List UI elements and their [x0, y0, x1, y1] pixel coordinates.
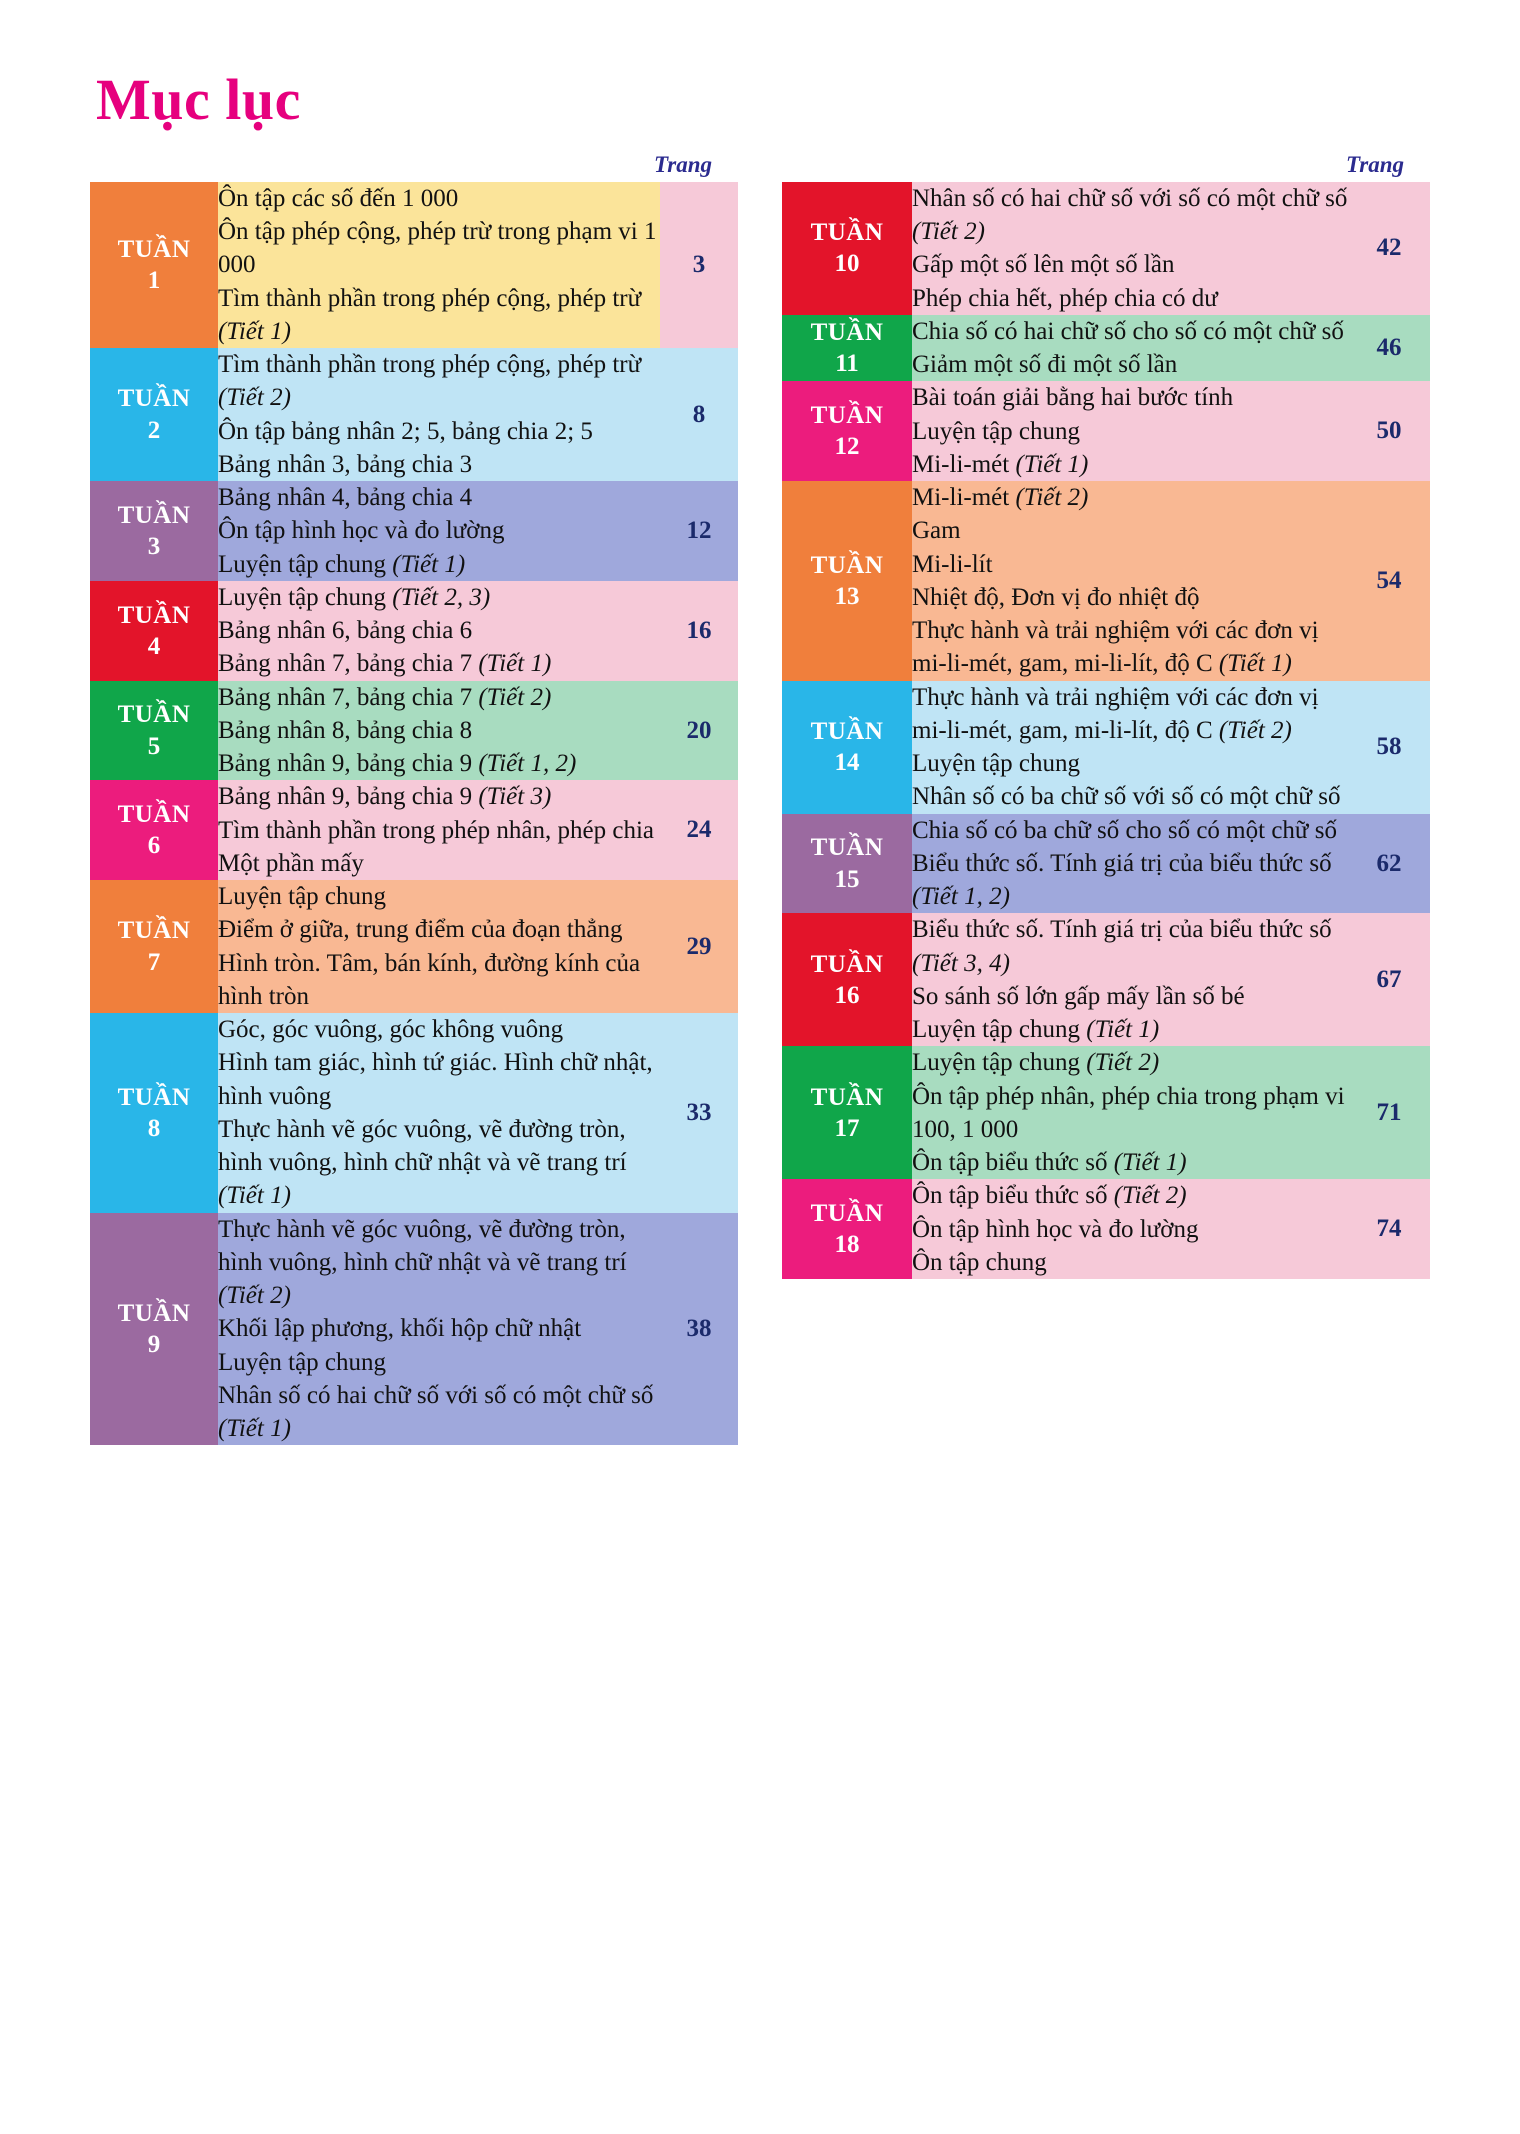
week-number: 14 — [834, 749, 860, 777]
toc-row — [90, 1013, 738, 1213]
topic-line — [218, 814, 660, 847]
topic-line-note: (Tiết 2) — [218, 1282, 291, 1310]
topic-line-text: Bảng nhân 8, bảng chia 8 — [218, 716, 473, 744]
topic-cell — [218, 581, 660, 681]
topic-line — [218, 448, 660, 481]
week-label: TUẦN — [117, 1083, 191, 1111]
toc-row — [782, 1046, 1430, 1179]
topic-line-text: Ôn tập biểu thức số — [912, 1182, 1114, 1210]
topic-cell — [218, 182, 660, 348]
topic-line-note: (Tiết 3, 4) — [912, 949, 1010, 977]
topic-line-text: Một phần mấy — [218, 849, 364, 877]
topic-line — [912, 814, 1348, 847]
topic-line — [218, 714, 660, 747]
toc-row — [782, 913, 1430, 1046]
week-cell — [782, 315, 912, 382]
topic-line — [218, 548, 660, 581]
topic-line-note: (Tiết 1) — [1218, 650, 1292, 678]
topic-line-text: Bảng nhân 7, bảng chia 7 — [218, 650, 479, 678]
topic-cell — [912, 913, 1348, 1046]
topic-line-text: Bảng nhân 9, bảng chia 9 — [218, 750, 479, 778]
topic-line — [912, 282, 1348, 315]
topic-cell — [912, 481, 1348, 681]
toc-row — [782, 681, 1430, 814]
topic-line — [218, 1213, 660, 1313]
week-label: TUẦN — [810, 219, 884, 247]
topic-line — [912, 315, 1348, 348]
topic-cell — [218, 780, 660, 880]
topic-line — [912, 448, 1348, 481]
week-number: 4 — [147, 632, 161, 660]
toc-table-left — [90, 182, 738, 1446]
topic-line — [912, 581, 1348, 614]
topic-line-text: Góc, góc vuông, góc không vuông — [218, 1016, 564, 1044]
topic-line-text: Luyện tập chung — [218, 1348, 387, 1376]
week-cell — [782, 1179, 912, 1279]
week-label: TUẦN — [810, 950, 884, 978]
week-label: TUẦN — [117, 501, 191, 529]
page-title: Mục lục — [96, 67, 301, 132]
week-label: TUẦN — [117, 385, 191, 413]
topic-line-text: Bảng nhân 9, bảng chia 9 — [218, 783, 479, 811]
page-number-cell: 3 — [660, 182, 738, 348]
topic-line-text: Biểu thức số. Tính giá trị của biểu thức số — [912, 849, 1332, 877]
column-header-trang-right: Trang — [1346, 151, 1404, 177]
topic-line-text: Tìm thành phần trong phép nhân, phép chia — [218, 816, 654, 844]
toc-column-left — [90, 153, 738, 1446]
week-cell — [90, 348, 218, 481]
week-number: 9 — [147, 1331, 161, 1359]
topic-line-text: Bảng nhân 7, bảng chia 7 — [218, 683, 479, 711]
topic-cell — [912, 1179, 1348, 1279]
week-cell — [90, 481, 218, 581]
topic-cell — [218, 1013, 660, 1213]
page-number-cell: 62 — [1348, 814, 1430, 914]
week-label: TUẦN — [810, 402, 884, 430]
topic-line — [912, 1146, 1348, 1179]
week-number: 10 — [834, 250, 860, 278]
topic-cell — [912, 315, 1348, 382]
topic-line — [218, 913, 660, 946]
week-label: TUẦN — [117, 1299, 191, 1327]
topic-line-note: (Tiết 2) — [1015, 484, 1089, 512]
toc-row — [782, 182, 1430, 315]
topic-cell — [912, 381, 1348, 481]
topic-line — [218, 1346, 660, 1379]
page-number-cell: 16 — [660, 581, 738, 681]
topic-line-text: Luyện tập chung — [218, 583, 393, 611]
topic-line — [218, 1113, 660, 1213]
week-cell — [782, 814, 912, 914]
week-cell — [90, 581, 218, 681]
topic-line — [218, 182, 660, 215]
topic-line — [912, 182, 1348, 249]
topic-line-text: Giảm một số đi một số lần — [912, 351, 1178, 379]
week-cell — [782, 1046, 912, 1179]
page-number-cell: 50 — [1348, 381, 1430, 481]
topic-line-note: (Tiết 2) — [1113, 1182, 1187, 1210]
topic-line-text: Luyện tập chung — [912, 417, 1081, 445]
week-number: 6 — [147, 832, 161, 860]
week-number: 15 — [834, 865, 860, 893]
topic-line-note: (Tiết 1) — [478, 650, 552, 678]
toc-row — [90, 780, 738, 880]
topic-line — [218, 880, 660, 913]
week-number: 12 — [834, 433, 860, 461]
topic-line — [912, 780, 1348, 813]
topic-line — [912, 1246, 1348, 1279]
topic-line-text: Khối lập phương, khối hộp chữ nhật — [218, 1315, 582, 1343]
week-number: 8 — [147, 1114, 161, 1142]
topic-line — [912, 1046, 1348, 1079]
topic-line — [218, 1013, 660, 1046]
topic-line-text: Ôn tập hình học và đo lường — [912, 1215, 1199, 1243]
topic-line-text: Ôn tập các số đến 1 000 — [218, 184, 459, 212]
toc-row — [90, 348, 738, 481]
topic-line — [218, 947, 660, 1014]
topic-cell — [218, 681, 660, 781]
topic-line — [218, 647, 660, 680]
topic-cell — [218, 348, 660, 481]
week-cell — [782, 481, 912, 681]
topic-line-note: (Tiết 2) — [478, 683, 552, 711]
week-number: 1 — [147, 267, 161, 295]
topic-line — [912, 747, 1348, 780]
page-number-cell: 24 — [660, 780, 738, 880]
week-label: TUẦN — [117, 801, 191, 829]
week-number: 11 — [835, 350, 859, 378]
week-cell — [90, 780, 218, 880]
topic-line-text: Ôn tập chung — [912, 1248, 1047, 1276]
topic-line — [912, 1080, 1348, 1147]
topic-line — [912, 847, 1348, 914]
page-number-cell: 54 — [1348, 481, 1430, 681]
week-label: TUẦN — [810, 551, 884, 579]
page-number-cell: 67 — [1348, 913, 1430, 1046]
topic-line — [912, 514, 1348, 547]
week-number: 3 — [147, 533, 161, 561]
topic-line-note: (Tiết 1) — [218, 317, 291, 345]
topic-line-note: (Tiết 3) — [478, 783, 552, 811]
topic-line-note: (Tiết 1) — [392, 550, 466, 578]
week-cell — [90, 1213, 218, 1446]
topic-line — [218, 581, 660, 614]
page-number-cell: 74 — [1348, 1179, 1430, 1279]
toc-row — [90, 880, 738, 1013]
toc-row — [782, 1179, 1430, 1279]
topic-line — [912, 913, 1348, 980]
topic-line-text: Tìm thành phần trong phép cộng, phép trừ — [218, 351, 642, 379]
topic-line-text: Thực hành vẽ góc vuông, vẽ đường tròn, hình vuông, hình chữ nhật và vẽ trang trí — [218, 1215, 627, 1276]
topic-cell — [218, 481, 660, 581]
week-label: TUẦN — [810, 1083, 884, 1111]
topic-line — [218, 847, 660, 880]
week-cell — [90, 1013, 218, 1213]
week-cell — [90, 681, 218, 781]
topic-line — [912, 548, 1348, 581]
page-number-cell: 71 — [1348, 1046, 1430, 1179]
topic-line-text: Chia số có ba chữ số cho số có một chữ số — [912, 816, 1337, 844]
topic-line — [218, 481, 660, 514]
page-number-cell: 42 — [1348, 182, 1430, 315]
week-number: 18 — [834, 1231, 860, 1259]
topic-line-text: Gấp một số lên một số lần — [912, 251, 1175, 279]
topic-line — [218, 747, 660, 780]
page-number-cell: 8 — [660, 348, 738, 481]
topic-line — [912, 415, 1348, 448]
topic-line-text: Luyện tập chung — [912, 750, 1081, 778]
topic-line-text: Ôn tập phép cộng, phép trừ trong phạm vi 1 000 — [218, 218, 657, 279]
week-cell — [782, 681, 912, 814]
topic-line-text: Mi-li-lít — [912, 550, 993, 578]
topic-line-text: Ôn tập biểu thức số — [912, 1149, 1114, 1177]
topic-line-text: Thực hành và trải nghiệm với các đơn vị mi-li-mét, gam, mi-li-lít, độ C — [912, 617, 1319, 678]
topic-line — [218, 215, 660, 282]
topic-line-note: (Tiết 1, 2) — [478, 750, 577, 778]
week-number: 13 — [834, 582, 860, 610]
week-number: 5 — [147, 732, 161, 760]
topic-line — [218, 348, 660, 415]
week-label: TUẦN — [810, 717, 884, 745]
week-number: 16 — [834, 981, 860, 1009]
topic-line — [218, 514, 660, 547]
topic-line — [912, 248, 1348, 281]
week-label: TUẦN — [810, 834, 884, 862]
week-label: TUẦN — [117, 601, 191, 629]
topic-line-text: Gam — [912, 517, 961, 545]
topic-line — [912, 381, 1348, 414]
page-number-cell: 58 — [1348, 681, 1430, 814]
week-cell — [90, 880, 218, 1013]
topic-line-note: (Tiết 1, 2) — [912, 883, 1010, 911]
topic-line-text: Nhân số có hai chữ số với số có một chữ số — [218, 1381, 654, 1409]
toc-table-right — [782, 182, 1430, 1279]
toc-row — [782, 315, 1430, 382]
topic-line-text: Phép chia hết, phép chia có dư — [912, 284, 1218, 312]
topic-line-text: Bảng nhân 6, bảng chia 6 — [218, 617, 473, 645]
page-number-cell: 12 — [660, 481, 738, 581]
topic-line — [218, 415, 660, 448]
topic-line-text: Bài toán giải bằng hai bước tính — [912, 384, 1234, 412]
topic-line-text: Bảng nhân 4, bảng chia 4 — [218, 484, 473, 512]
topic-line-text: Thực hành và trải nghiệm với các đơn vị mi-li-mét, gam, mi-li-lít, độ C — [912, 683, 1319, 744]
topic-line-text: Ôn tập hình học và đo lường — [218, 517, 505, 545]
toc-row — [782, 481, 1430, 681]
topic-line — [218, 1379, 660, 1446]
page-number-cell: 29 — [660, 880, 738, 1013]
topic-line — [912, 348, 1348, 381]
topic-line-text: Mi-li-mét — [912, 450, 1016, 478]
topic-line-note: (Tiết 1) — [1086, 1016, 1160, 1044]
topic-line — [218, 780, 660, 813]
topic-line-text: Điểm ở giữa, trung điểm của đoạn thẳng — [218, 916, 623, 944]
toc-columns — [90, 153, 1430, 1446]
page-number-cell: 38 — [660, 1213, 738, 1446]
week-label: TUẦN — [810, 1200, 884, 1228]
topic-line-text: Mi-li-mét — [912, 484, 1016, 512]
topic-line — [912, 980, 1348, 1013]
week-cell — [782, 913, 912, 1046]
week-label: TUẦN — [117, 917, 191, 945]
week-cell — [782, 182, 912, 315]
topic-line-note: (Tiết 2) — [1218, 716, 1292, 744]
toc-row — [90, 1213, 738, 1446]
topic-line — [218, 1046, 660, 1113]
topic-line — [912, 1013, 1348, 1046]
topic-line-note: (Tiết 2, 3) — [392, 583, 491, 611]
topic-cell — [912, 1046, 1348, 1179]
topic-cell — [218, 880, 660, 1013]
topic-cell — [912, 182, 1348, 315]
topic-line-text: Luyện tập chung — [218, 883, 387, 911]
topic-line-text: Ôn tập bảng nhân 2; 5, bảng chia 2; 5 — [218, 417, 593, 445]
topic-line-note: (Tiết 1) — [1015, 450, 1089, 478]
toc-row — [782, 381, 1430, 481]
topic-cell — [912, 681, 1348, 814]
page-number-cell: 46 — [1348, 315, 1430, 382]
topic-line-text: Nhân số có ba chữ số với số có một chữ số — [912, 783, 1341, 811]
topic-line-note: (Tiết 2) — [912, 218, 985, 246]
topic-line — [912, 1213, 1348, 1246]
toc-column-right — [782, 153, 1430, 1446]
topic-line-text: Bảng nhân 3, bảng chia 3 — [218, 450, 473, 478]
topic-line-note: (Tiết 1) — [218, 1415, 291, 1443]
toc-row — [90, 182, 738, 348]
topic-line-text: Ôn tập phép nhân, phép chia trong phạm vi 100, 1 000 — [912, 1082, 1345, 1143]
topic-line — [912, 1179, 1348, 1212]
toc-row — [782, 814, 1430, 914]
toc-row — [90, 581, 738, 681]
week-number: 2 — [147, 416, 161, 444]
week-cell — [782, 381, 912, 481]
topic-line-note: (Tiết 2) — [1086, 1049, 1160, 1077]
topic-cell — [912, 814, 1348, 914]
page-number-cell: 20 — [660, 681, 738, 781]
topic-line — [912, 614, 1348, 681]
topic-line-text: Nhiệt độ, Đơn vị đo nhiệt độ — [912, 583, 1200, 611]
topic-line-text: Thực hành vẽ góc vuông, vẽ đường tròn, hình vuông, hình chữ nhật và vẽ trang trí — [218, 1115, 627, 1177]
topic-line-text: Hình tròn. Tâm, bán kính, đường kính của hình tròn — [218, 949, 641, 1010]
topic-line — [218, 1312, 660, 1345]
topic-line-note: (Tiết 1) — [218, 1182, 291, 1210]
week-label: TUẦN — [117, 701, 191, 729]
toc-row — [90, 481, 738, 581]
topic-line-note: (Tiết 2) — [218, 384, 291, 412]
topic-line-text: Luyện tập chung — [912, 1016, 1087, 1044]
topic-line — [912, 481, 1348, 514]
topic-line-text: Hình tam giác, hình tứ giác. Hình chữ nhật, hình vuông — [218, 1049, 653, 1110]
topic-line-text: Chia số có hai chữ số cho số có một chữ số — [912, 317, 1344, 345]
toc-row — [90, 681, 738, 781]
topic-line — [912, 681, 1348, 748]
topic-line-note: (Tiết 1) — [1113, 1149, 1187, 1177]
topic-line-text: So sánh số lớn gấp mấy lần số bé — [912, 982, 1245, 1010]
topic-line — [218, 681, 660, 714]
week-cell — [90, 182, 218, 348]
topic-line-text: Biểu thức số. Tính giá trị của biểu thức số — [912, 916, 1332, 944]
week-number: 17 — [834, 1114, 860, 1142]
week-number: 7 — [147, 948, 161, 976]
topic-cell — [218, 1213, 660, 1446]
topic-line — [218, 282, 660, 349]
topic-line-text: Tìm thành phần trong phép cộng, phép trừ — [218, 284, 642, 312]
column-header-trang-left: Trang — [654, 151, 712, 177]
page-number-cell: 33 — [660, 1013, 738, 1213]
week-label: TUẦN — [810, 318, 884, 346]
topic-line — [218, 614, 660, 647]
topic-line-text: Nhân số có hai chữ số với số có một chữ số — [912, 184, 1348, 212]
topic-line-text: Luyện tập chung — [912, 1049, 1087, 1077]
week-label: TUẦN — [117, 235, 191, 263]
topic-line-text: Luyện tập chung — [218, 550, 393, 578]
